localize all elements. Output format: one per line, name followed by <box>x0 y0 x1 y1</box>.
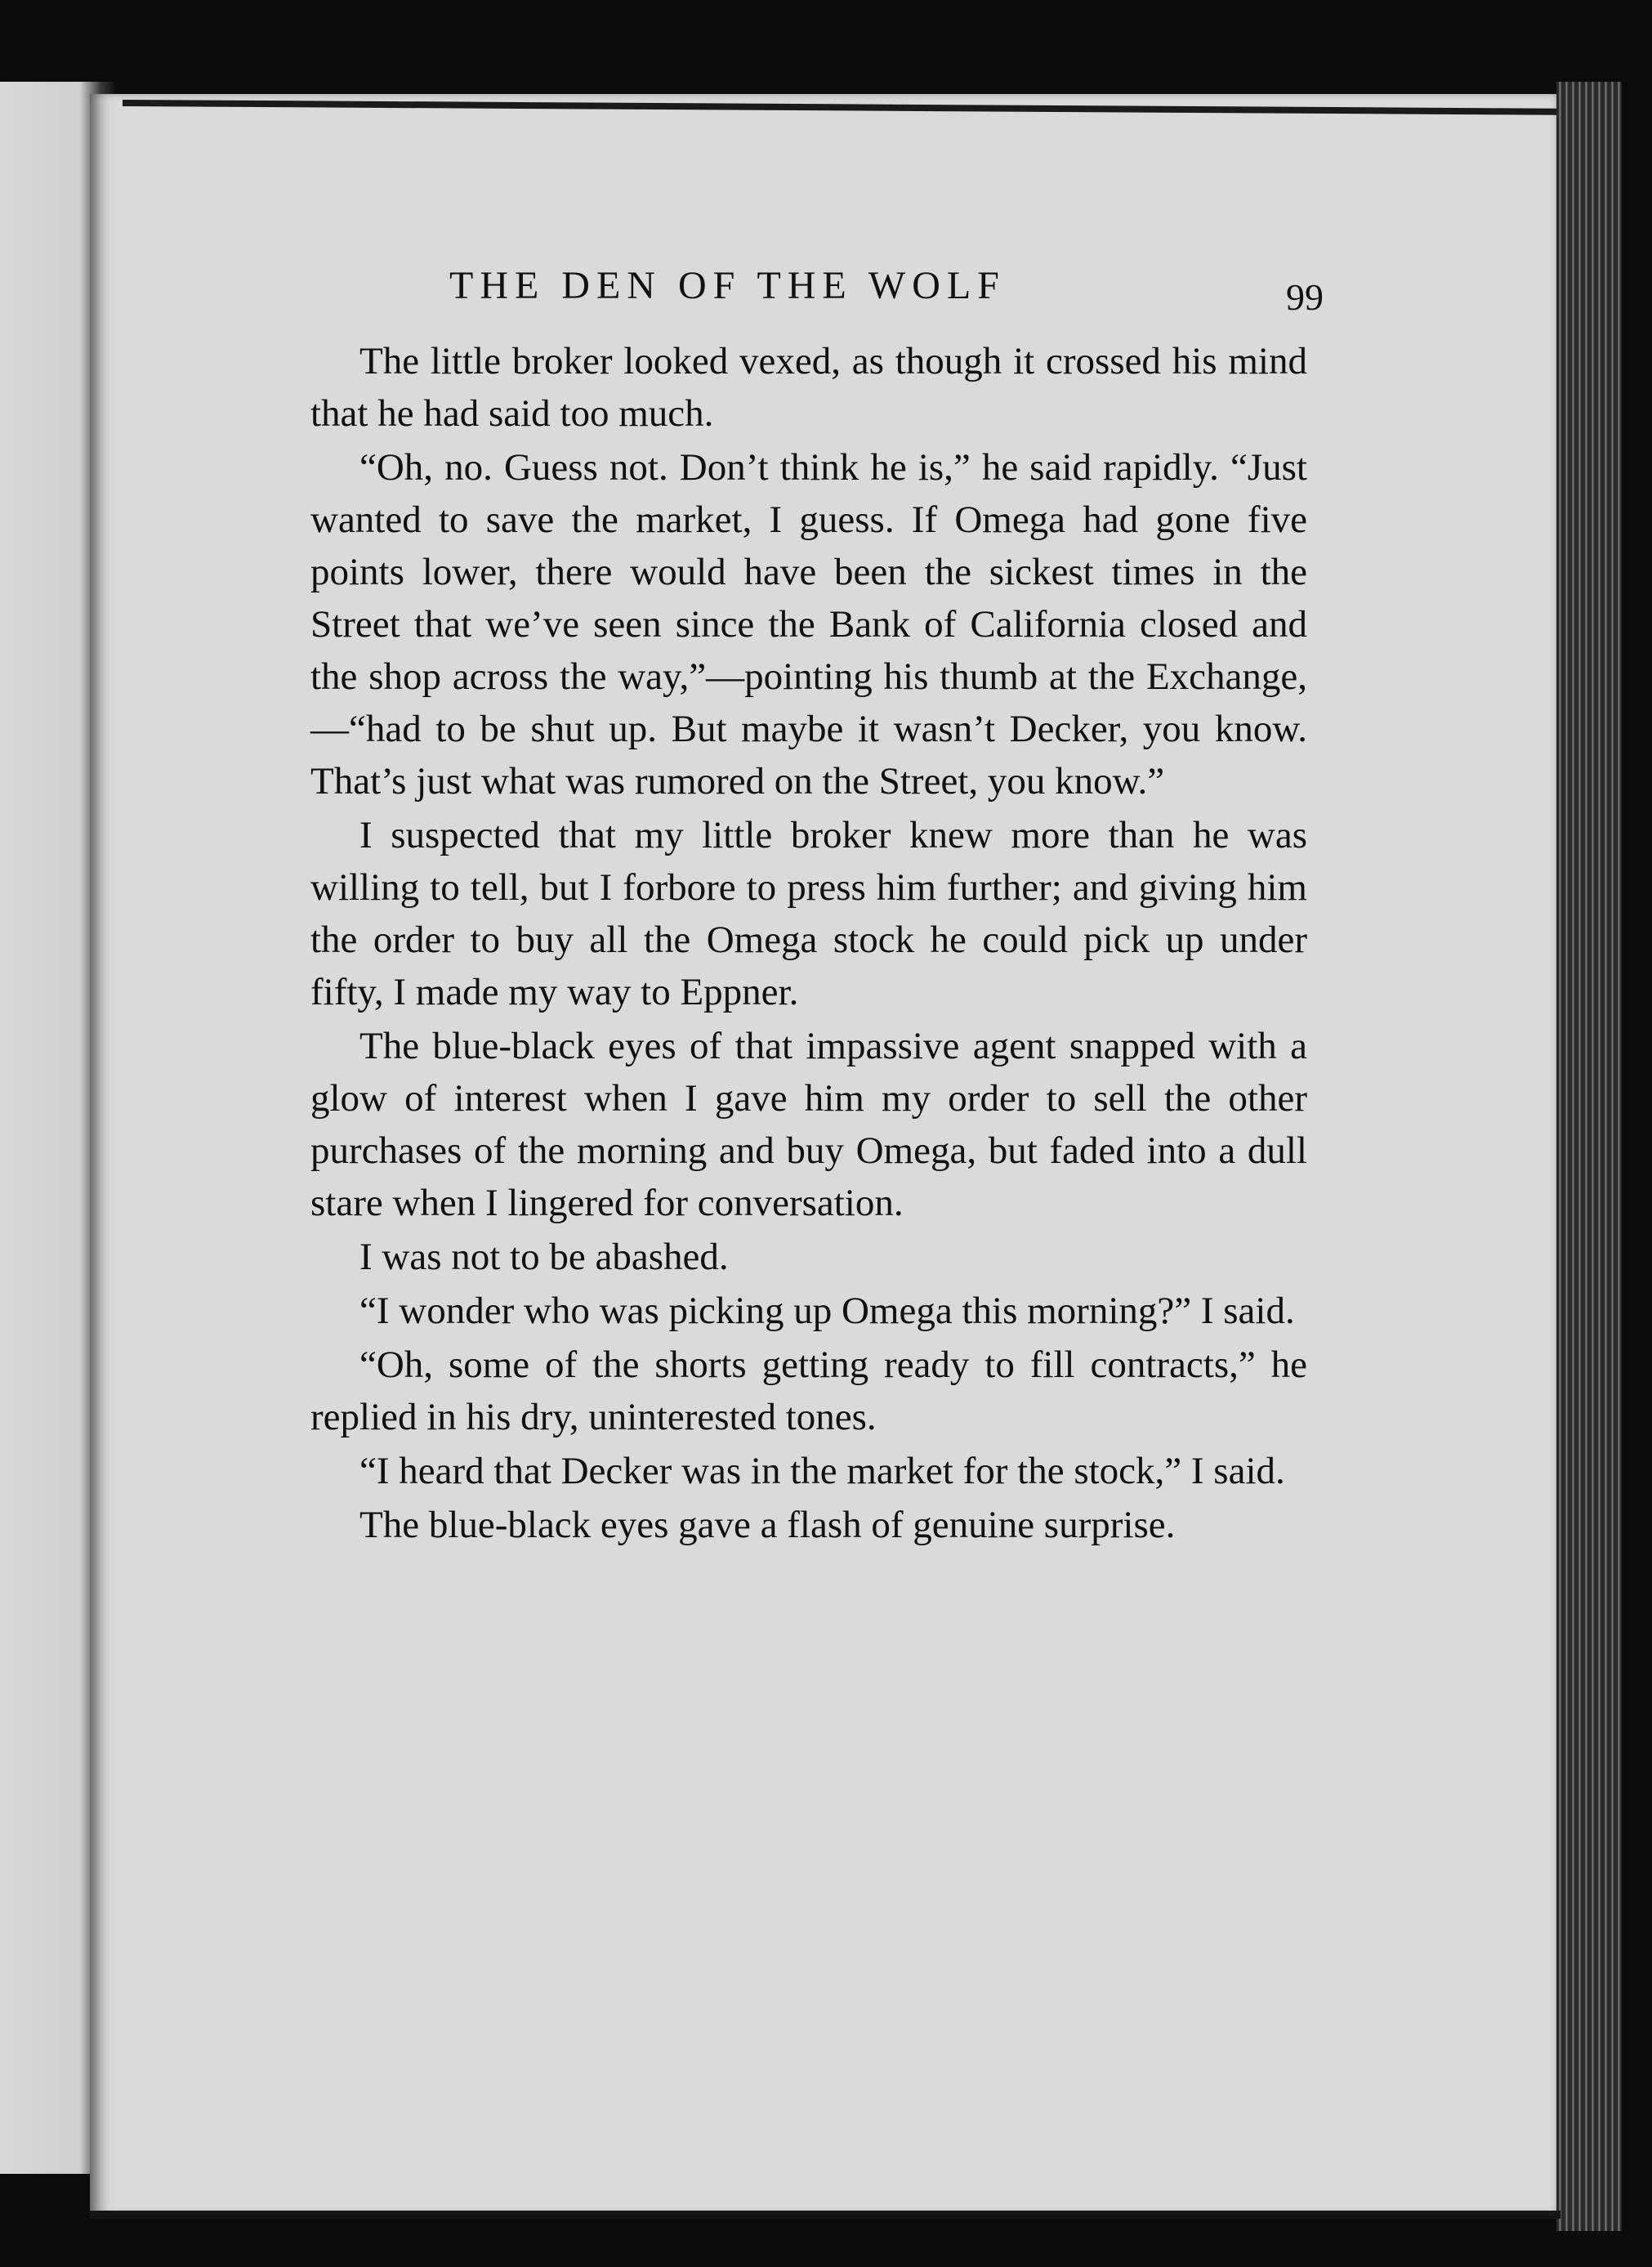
page-text-block <box>310 262 1324 1551</box>
paragraph: The blue-black eyes of that impassive agent snapped with a glow of interest when I gave him my order to sell the other purchases of the morning and buy Omega, but faded into a dull stare when I lingered for conversation. <box>310 1025 1307 1224</box>
page-block-edge <box>1556 82 1622 2231</box>
paragraph: I suspected that my little broker knew more than he was willing to tell, but I forbore to press him further; and giving him the order to buy all the Omega stock he could pick up under fifty, I made my way to Eppner. <box>310 814 1307 1013</box>
paragraph: “Oh, some of the shorts getting ready to fill contracts,” he replied in his dry, uninterested tones. <box>310 1344 1307 1438</box>
paragraph: I was not to be abashed. <box>359 1236 729 1278</box>
paragraph: “I wonder who was picking up Omega this morning?” I said. <box>359 1290 1295 1332</box>
paragraph: The little broker looked vexed, as though it crossed his mind that he had said too much. <box>310 340 1307 435</box>
running-head <box>310 262 1324 335</box>
paragraph: “Oh, no. Guess not. Don’t think he is,” he said rapidly. “Just wanted to save the market, I guess. If Omega had gone five points lower, there would have been the sickest times in the Street that we’ve seen since the Bank of California closed and the shop across the way,”—pointing his thumb at the Exchange,—“had to be shut up. But maybe it wasn’t Decker, you know. That’s just what was rumored on the Street, you know.” <box>310 446 1307 803</box>
running-title: THE DEN OF THE WOLF <box>449 264 1006 307</box>
paragraph: The blue-black eyes gave a flash of genuine surprise. <box>359 1504 1176 1546</box>
paragraph: “I heard that Decker was in the market for the stock,” I said. <box>359 1450 1285 1492</box>
page-number: 99 <box>1286 276 1324 318</box>
page-bottom-edge <box>90 2211 1560 2219</box>
